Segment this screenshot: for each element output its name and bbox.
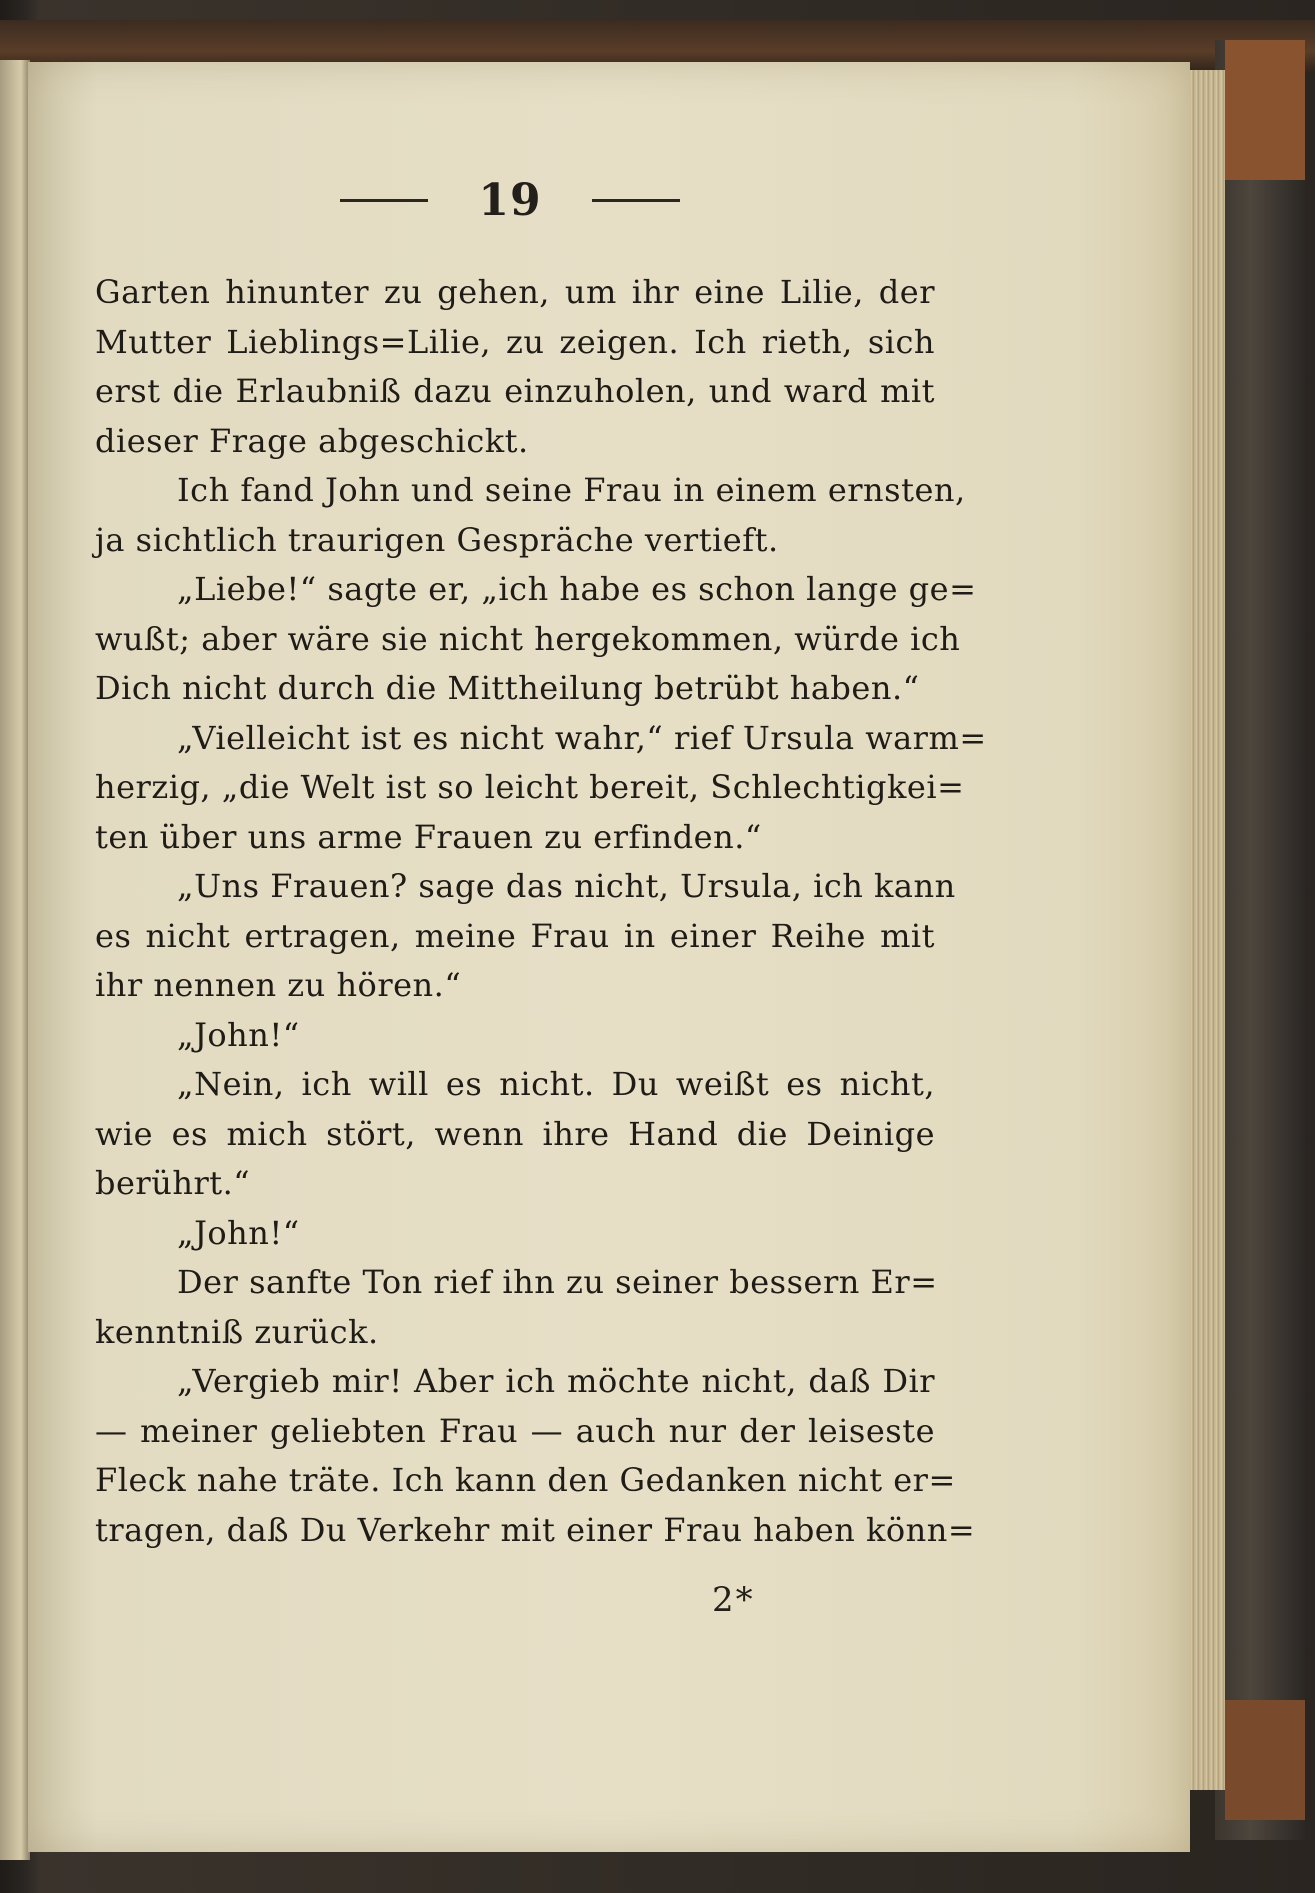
text-line: „John!“ xyxy=(177,1015,300,1054)
book-corner-leather-bottom xyxy=(1225,1700,1305,1820)
text-line: ihr nennen zu hören.“ xyxy=(95,966,462,1004)
text-line: herzig, „die Welt ist so leicht bereit, Schlechtigkei= xyxy=(95,768,965,806)
text-line: Mutter Lieblings=Lilie, zu zeigen. Ich rieth, sich xyxy=(95,322,935,361)
text-line: Fleck nahe träte. Ich kann den Gedanken nicht er= xyxy=(95,1461,956,1499)
text-line: erst die Erlaubniß dazu einzuholen, und ward mit xyxy=(95,372,935,410)
text-line: Dich nicht durch die Mittheilung betrübt haben.“ xyxy=(95,669,920,707)
text-line: „Uns Frauen? sage das nicht, Ursula, ich kann xyxy=(177,867,956,905)
text-line: „Liebe!“ sagte er, „ich habe es schon lange ge= xyxy=(177,570,977,608)
book-cover-right-edge xyxy=(1215,40,1305,1840)
text-line: ten über uns arme Frauen zu erfinden.“ xyxy=(95,817,762,856)
text-line: es nicht ertragen, meine Frau in einer Reihe mit xyxy=(95,916,935,955)
text-line: wußt; aber wäre sie nicht hergekommen, würde ich xyxy=(95,619,961,658)
facing-page-edge xyxy=(0,60,30,1860)
header-rule-left xyxy=(340,199,428,202)
text-line: Der sanfte Ton rief ihn zu seiner bessern Er= xyxy=(177,1263,938,1301)
printer-signature-mark: 2* xyxy=(712,1580,755,1620)
text-line: — meiner geliebten Frau — auch nur der leiseste xyxy=(95,1411,935,1450)
body-text xyxy=(95,268,987,1555)
text-line: kenntniß zurück. xyxy=(95,1312,379,1351)
text-line: Ich fand John und seine Frau in einem ernsten, xyxy=(177,471,966,509)
header-rule-right xyxy=(592,199,680,202)
text-line: „Vergieb mir! Aber ich möchte nicht, daß Dir xyxy=(177,1362,935,1400)
text-line: „Vielleicht ist es nicht wahr,“ rief Ursula warm= xyxy=(177,718,987,757)
text-line: „John!“ xyxy=(177,1213,300,1252)
text-line: berührt.“ xyxy=(95,1164,251,1202)
text-line: Garten hinunter zu gehen, um ihr eine Lilie, der xyxy=(95,273,935,311)
page-header xyxy=(340,170,680,230)
page-number: 19 xyxy=(478,174,542,226)
book-corner-leather-top xyxy=(1225,40,1305,180)
text-line: ja sichtlich traurigen Gespräche vertieft. xyxy=(95,520,779,559)
text-line: „Nein, ich will es nicht. Du weißt es nicht, xyxy=(177,1065,935,1103)
text-line: dieser Frage abgeschickt. xyxy=(95,421,529,460)
text-line: wie es mich stört, wenn ihre Hand die Deinige xyxy=(95,1114,935,1153)
text-line: tragen, daß Du Verkehr mit einer Frau haben könn= xyxy=(95,1510,976,1549)
